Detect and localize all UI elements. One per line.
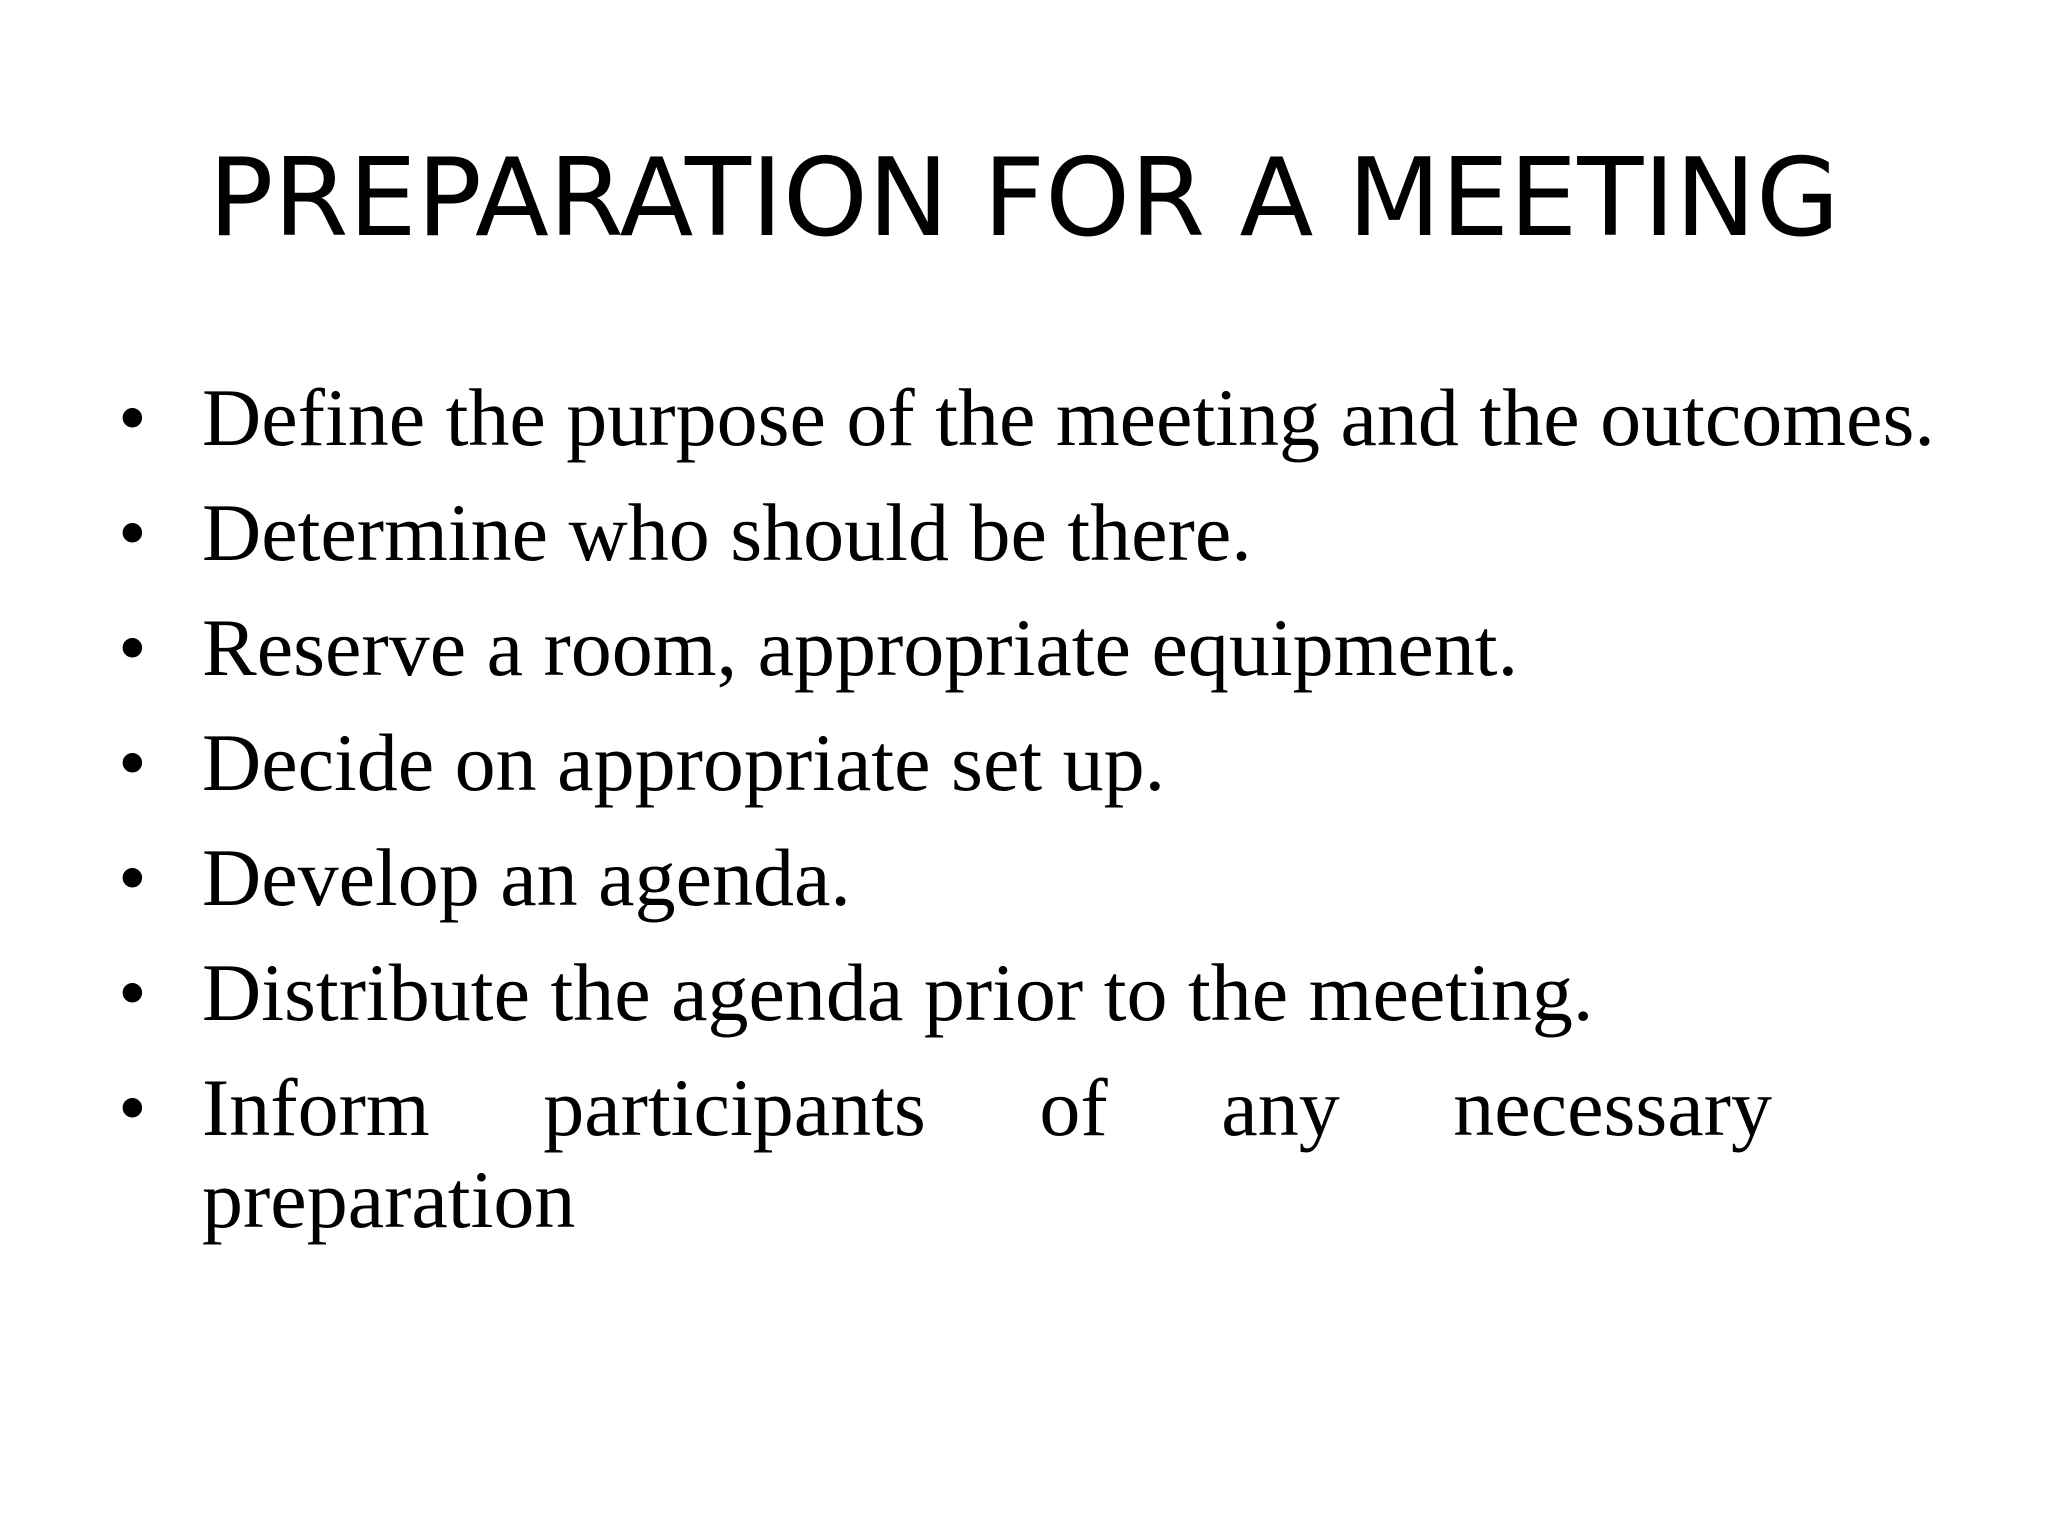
- bullet-icon: •: [118, 372, 147, 463]
- bullet-list: [118, 372, 1938, 1269]
- bullet-icon: •: [118, 602, 147, 693]
- bullet-text: Reserve a room, appropriate equipment.: [202, 602, 1519, 693]
- bullet-text: Decide on appropriate set up.: [202, 717, 1166, 808]
- bullet-icon: •: [118, 947, 147, 1038]
- bullet-text: Inform participants of any necessary preparation: [202, 1062, 1772, 1245]
- list-item: [118, 947, 1938, 1039]
- bullet-text: Determine who should be there.: [202, 487, 1252, 578]
- bullet-icon: •: [118, 832, 147, 923]
- bullet-text: Develop an agenda.: [202, 832, 851, 923]
- slide-title: PREPARATION FOR A MEETING: [208, 136, 1840, 261]
- bullet-icon: •: [118, 717, 147, 808]
- list-item: [118, 717, 1938, 809]
- list-item: [118, 372, 1938, 464]
- list-item: [118, 602, 1938, 694]
- bullet-text: Distribute the agenda prior to the meeting.: [202, 947, 1594, 1038]
- bullet-icon: •: [118, 487, 147, 578]
- list-item: [118, 1062, 1772, 1246]
- list-item: [118, 487, 1938, 579]
- bullet-icon: •: [118, 1062, 147, 1153]
- bullet-text: Define the purpose of the meeting and the outcomes.: [202, 372, 1935, 463]
- list-item: [118, 832, 1938, 924]
